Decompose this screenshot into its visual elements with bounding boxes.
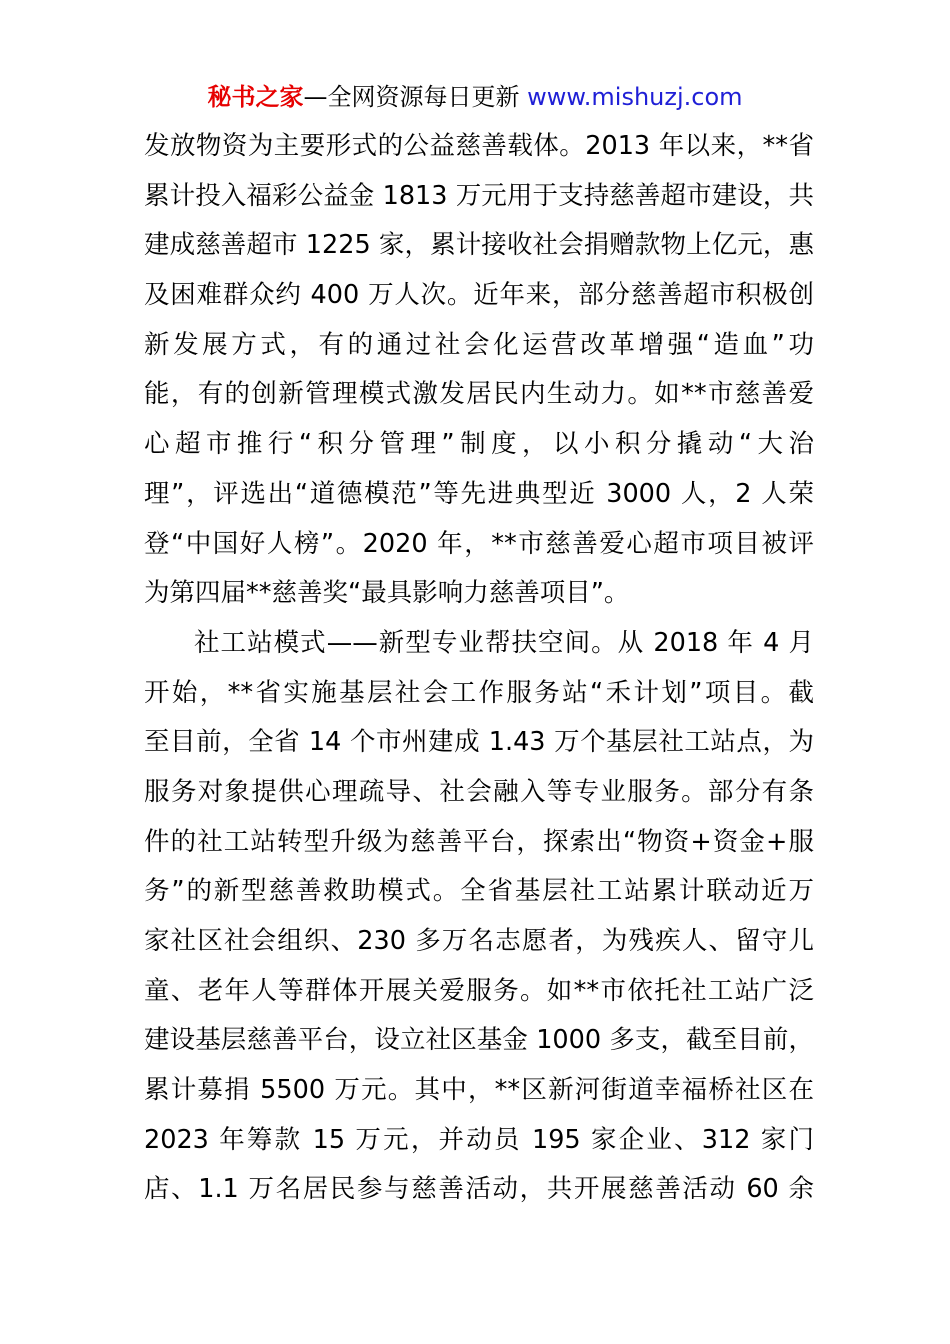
text-line: 建设基层慈善平台，设立社区基金 1000 多支，截至目前， xyxy=(144,1025,814,1056)
text-line: 店、1.1 万名居民参与慈善活动，共开展慈善活动 60 余 xyxy=(144,1174,814,1205)
paragraph-first-line: 社工站模式——新型专业帮扶空间。从 2018 年 4 月 xyxy=(194,627,814,658)
text-line: 务”的新型慈善救助模式。全省基层社工站累计联动近万 xyxy=(144,876,814,907)
site-url-link[interactable]: www.mishuzj.com xyxy=(527,83,743,111)
text-line: 家社区社会组织、230 多万名志愿者，为残疾人、留守儿 xyxy=(144,926,814,956)
text-line: 能，有的创新管理模式激发居民内生动力。如**市慈善爱 xyxy=(144,379,814,410)
text-line: 至目前，全省 14 个市州建成 1.43 万个基层社工站点，为 xyxy=(144,727,814,758)
paragraph-end-line: 为第四届**慈善奖“最具影响力慈善项目”。 xyxy=(144,578,630,609)
page-header xyxy=(0,80,950,114)
text-line: 发放物资为主要形式的公益慈善载体。2013 年以来，**省 xyxy=(144,131,814,161)
text-line: 件的社工站转型升级为慈善平台，探索出“物资+资金+服 xyxy=(144,826,814,857)
text-line: 服务对象提供心理疏导、社会融入等专业服务。部分有条 xyxy=(144,776,814,807)
site-tagline: —全网资源每日更新 xyxy=(303,83,528,111)
text-line: 理”，评选出“道德模范”等先进典型近 3000 人，2 人荣 xyxy=(144,478,814,509)
text-line: 新发展方式，有的通过社会化运营改革增强“造血”功 xyxy=(144,329,814,360)
text-line: 及困难群众约 400 万人次。近年来，部分慈善超市积极创 xyxy=(144,280,814,311)
text-line: 累计募捐 5500 万元。其中，**区新河街道幸福桥社区在 xyxy=(144,1075,814,1106)
text-line: 2023 年筹款 15 万元，并动员 195 家企业、312 家门 xyxy=(144,1124,814,1155)
text-line: 童、老年人等群体开展关爱服务。如**市依托社工站广泛 xyxy=(144,975,814,1006)
text-line: 开始，**省实施基层社会工作服务站“禾计划”项目。截 xyxy=(144,677,814,708)
site-brand: 秘书之家 xyxy=(207,83,304,111)
document-body xyxy=(144,122,814,1215)
text-line: 累计投入福彩公益金 1813 万元用于支持慈善超市建设，共 xyxy=(144,180,814,211)
text-line: 建成慈善超市 1225 家，累计接收社会捐赠款物上亿元，惠 xyxy=(144,230,814,261)
text-line: 心超市推行“积分管理”制度，以小积分撬动“大治 xyxy=(144,429,814,460)
text-line: 登“中国好人榜”。2020 年，**市慈善爱心超市项目被评 xyxy=(144,528,814,559)
